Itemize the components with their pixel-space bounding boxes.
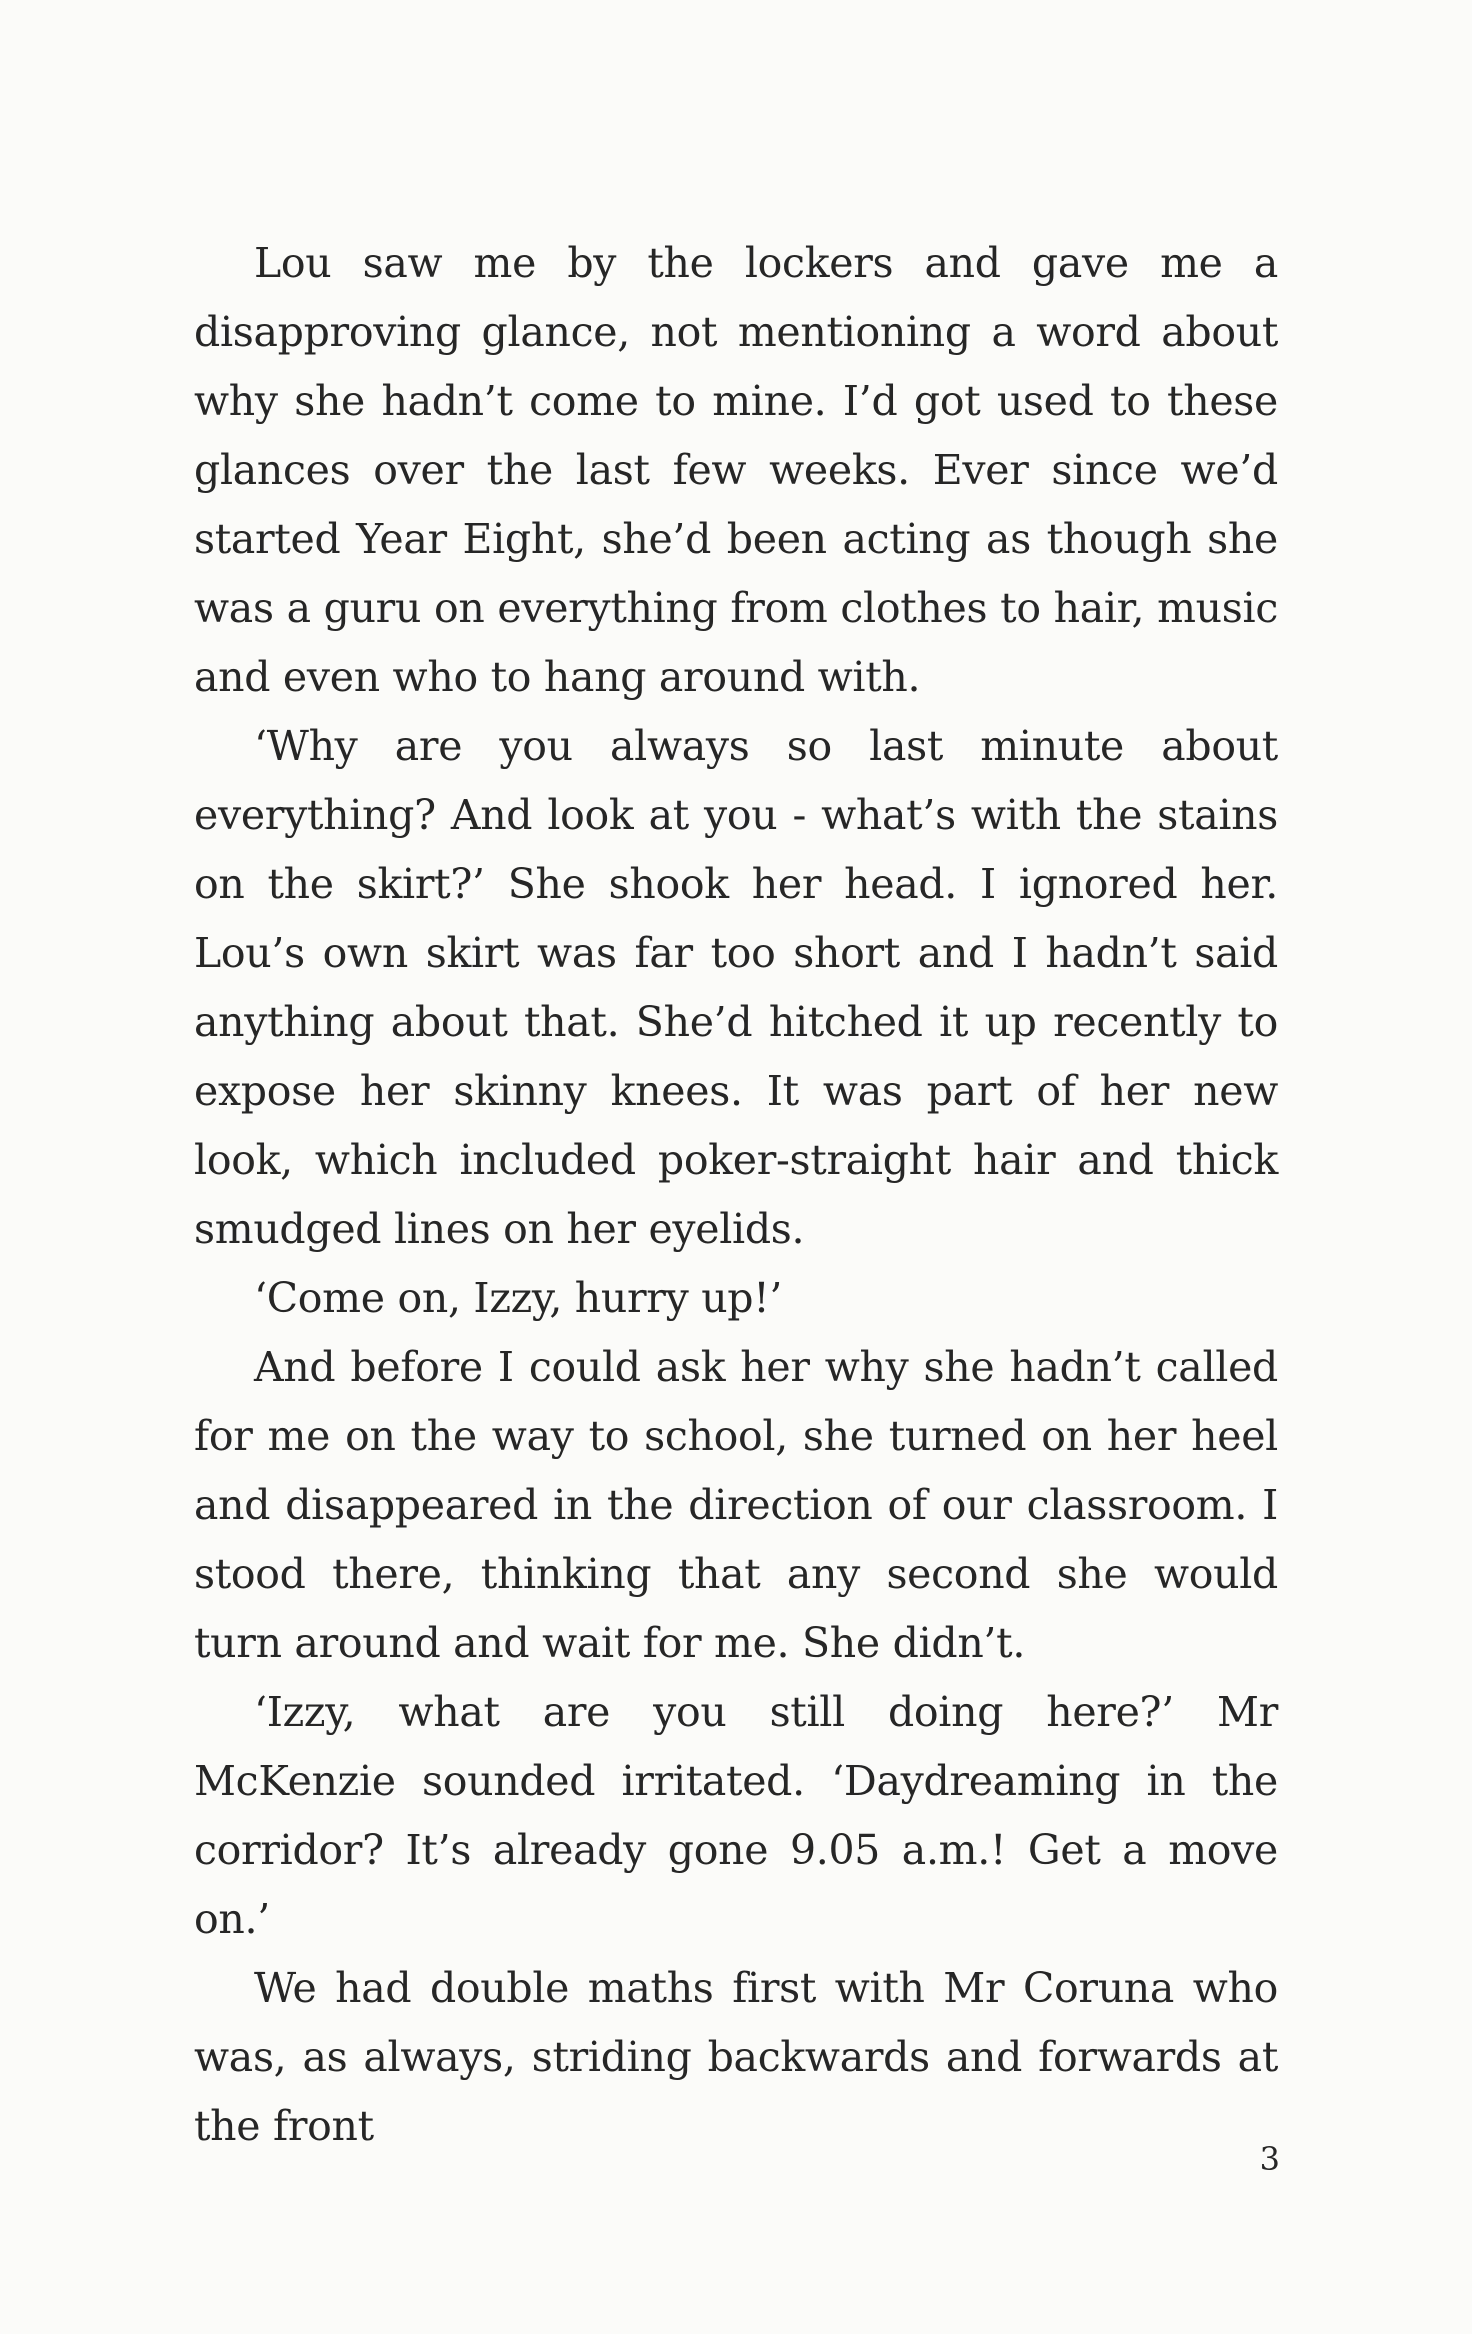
paragraph: ‘Why are you always so last minute about everything? And look at you - what’s with the stains on the skirt?’ She shook her head. I ignored her. Lou’s own skirt was far too short and I hadn’t said anything about that. She’d hitched it up recently to expose her skinny knees. It was part of her new look, which included poker-straight hair and thick smudged lines on her eyelids. bbox=[194, 722, 1278, 1253]
paragraph: We had double maths first with Mr Coruna who was, as always, striding backwards and forwards at the front bbox=[194, 1964, 1278, 2150]
body-text bbox=[194, 229, 1278, 2161]
page-number: 3 bbox=[1259, 2140, 1280, 2178]
paragraph: Lou saw me by the lockers and gave me a disapproving glance, not mentioning a word about why she hadn’t come to mine. I’d got used to these glances over the last few weeks. Ever since we’d started Year Eight, she’d been acting as though she was a guru on everything from clothes to hair, music and even who to hang around with. bbox=[194, 239, 1278, 701]
paragraph: ‘Come on, Izzy, hurry up!’ bbox=[254, 1274, 783, 1322]
paragraph: ‘Izzy, what are you still doing here?’ Mr McKenzie sounded irritated. ‘Daydreaming in the corridor? It’s already gone 9.05 a.m.! Get a move on.’ bbox=[194, 1688, 1278, 1943]
paragraph: And before I could ask her why she hadn’t called for me on the way to school, she turned on her heel and disappeared in the direction of our classroom. I stood there, thinking that any second she would turn around and wait for me. She didn’t. bbox=[194, 1343, 1278, 1667]
